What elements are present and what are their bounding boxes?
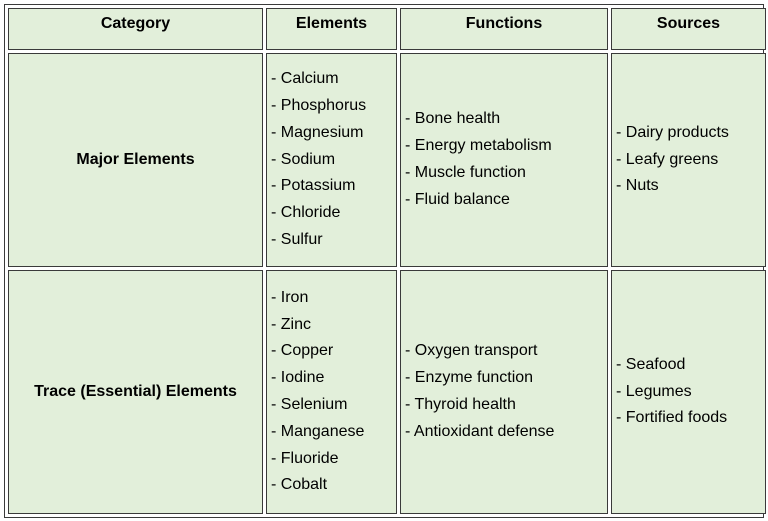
sources-cell (611, 53, 766, 267)
list-item: - Muscle function (405, 164, 526, 181)
list-item: - Iron (271, 288, 309, 306)
list-item: - Copper (271, 342, 334, 360)
list-item: - Fortified foods (616, 409, 728, 427)
table-row (8, 270, 766, 514)
table (5, 5, 768, 517)
list-item: - Energy metabolism (405, 137, 552, 155)
list-item: - Dairy products (616, 123, 729, 141)
functions-cell (400, 53, 608, 267)
table-row (8, 53, 766, 267)
list-item: - Sulfur (271, 230, 323, 248)
list-item: - Oxygen transport (405, 342, 538, 360)
header-functions: Functions (400, 8, 608, 50)
list-item: - Fluoride (271, 449, 339, 467)
nutrient-elements-table (4, 4, 764, 518)
header-category: Category (8, 8, 263, 50)
list-item: - Potassium (271, 177, 356, 195)
sources-cell (611, 270, 766, 514)
list-item: - Chloride (271, 204, 341, 222)
list-item: - Zinc (271, 315, 311, 333)
functions-cell (400, 270, 608, 514)
list-item: - Calcium (271, 70, 339, 88)
category-cell: Trace (Essential) Elements (8, 270, 263, 514)
elements-cell (266, 270, 397, 514)
list-item: - Legumes (616, 382, 692, 400)
category-cell: Major Elements (8, 53, 263, 267)
list-item: - Manganese (271, 422, 365, 440)
header-row (8, 8, 766, 50)
list-item: - Fluid balance (405, 190, 510, 208)
list-item: - Magnesium (271, 123, 364, 141)
header-sources: Sources (611, 8, 766, 50)
elements-cell (266, 53, 397, 267)
list-item: - Iodine (271, 369, 325, 387)
list-item: - Thyroid health (405, 396, 516, 413)
list-item: - Sodium (271, 150, 336, 168)
list-item: - Leafy greens (616, 150, 719, 168)
list-item: - Bone health (405, 110, 501, 128)
list-item: - Enzyme function (405, 369, 534, 387)
list-item: - Nuts (616, 177, 659, 195)
list-item: - Antioxidant defense (405, 422, 555, 440)
header-elements: Elements (266, 8, 397, 50)
list-item: - Selenium (271, 396, 348, 413)
list-item: - Seafood (616, 355, 686, 373)
list-item: - Cobalt (271, 476, 328, 494)
list-item: - Phosphorus (271, 97, 367, 114)
